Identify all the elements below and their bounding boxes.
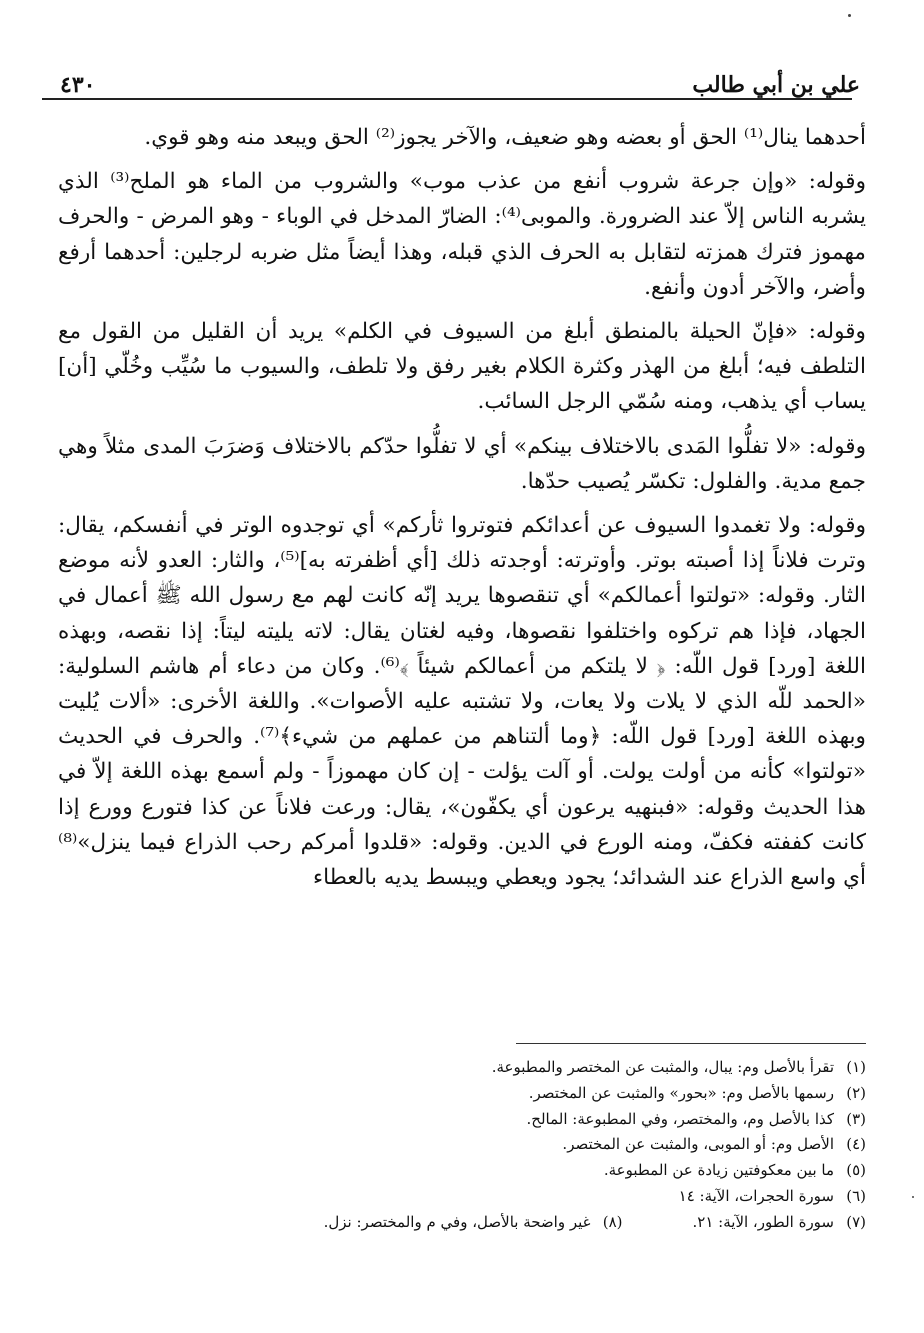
footnote-text: الأصل وم: أو الموبى، والمثبت عن المختصر. [562, 1135, 834, 1154]
footnote-text: سورة الطور، الآية: ٢١. [692, 1212, 834, 1231]
footnote-7 [693, 1210, 867, 1236]
footnote-text: سورة الحجرات، الآية: ١٤ [678, 1186, 834, 1205]
scan-speck [912, 1196, 914, 1198]
footnote-number: (٧) [846, 1212, 866, 1231]
paragraph-4: وقوله: «لا تفلُّوا المَدى بالاختلاف بينكم» أي لا تفلُّوا حدّكم بالاختلاف وَضرَبَ المدى مثلاً وهي جمع مدية. والفلول: تكسّر يُصيب حدّها. [58, 433, 866, 494]
footnote-text: كذا بالأصل وم، والمختصر، وفي المطبوعة: المالح. [526, 1109, 834, 1128]
paragraph-3: وقوله: «فإنّ الحيلة بالمنطق أبلغ من السيوف في الكلم» يريد أن القليل من القول مع التلطف فيه؛ أبلغ من الهذر وكثرة الكلام بغير رفق ولا تلطف، والسيوب ما سُيِّب وخُلّي [أن] يساب أي يذهب، ومنه سُمّي الرجل السائب. [58, 319, 866, 415]
footnote-4 [58, 1132, 866, 1158]
footnote-row-last [58, 1210, 866, 1236]
paragraph-5: وقوله: ولا تغمدوا السيوف عن أعدائكم فتوتروا ثأركم» أي توجدوه الوتر في أنفسكم، يقال: وترت فلاناً إذا أصبته بوتر. وأوترته: أوجدته ذلك [أي أظفرته به]⁽⁵⁾، والثار: العدو لأنه موضع الثار. وقوله: «تولتوا أعمالكم» أي تنقصوها يريد إنّه كانت لهم مع رسول الله ﷺ أعمال في الجهاد، فإذا هم تركوه واختلفوا نقصوها، وفيه لغتان يقال: لاته يليته ليتاً: إذا نقصه، وبهذه اللغة [ورد] قول اللّه: ﴿ لا يلتكم من أعمالكم شيئاً ﴾⁽⁶⁾. وكان من دعاء أم هاشم السلولية: «الحمد للّه الذي لا يلات ولا يعات، ولا تشتبه عليه الأصوات». واللغة الأخرى: «ألات يُليت وبهذه اللغة [ورد] قول اللّه: ﴿وما ألتناهم من عملهم من شيء﴾⁽⁷⁾. والحرف في الحديث «تولتوا» كأنه من أولت يولت. أو آلت يؤلت - إن كان مهموزاً - ولم أسمع بهذه اللغة إلاّ في هذا الحديث وقوله: «فبنهيه يرعون أي يكفّون»، يقال: ورعت فلاناً عن كذا فتورع وورع إذا كانت كففته فكفّ، ومنه الورع في الدين. وقوله: «قلدوا أمركم رحب الذراع فيما ينزل»⁽⁸⁾ أي واسع الذراع عند الشدائد؛ يجود ويعطي ويبسط يديه بالعطاء [58, 513, 866, 891]
footnote-text: غير واضحة بالأصل، وفي م والمختصر: نزل. [323, 1212, 591, 1231]
footnote-number: (٣) [846, 1109, 866, 1128]
footnotes [58, 1055, 866, 1236]
footnote-5 [58, 1158, 866, 1184]
page-number: ٤٣٠ [60, 72, 96, 98]
header-rule [42, 98, 852, 100]
footnote-text: تقرأ بالأصل وم: يبال، والمثبت عن المختصر والمطبوعة. [491, 1058, 834, 1076]
footnote-2 [58, 1081, 866, 1107]
footnote-number: (١) [846, 1058, 866, 1076]
main-text [58, 120, 866, 895]
header-title: علي بن أبي طالب [692, 72, 860, 98]
running-header [60, 58, 860, 96]
paragraph-2: وقوله: «وإن جرعة شروب أنفع من عذب موب» والشروب من الماء هو الملح⁽³⁾ الذي يشربه الناس إلاّ عند الضرورة. والموبى⁽⁴⁾: الضارّ المدخل في الوباء - وهو المرض - والحرف مهموز فترك همزته لتقابل به الحرف الذي قبله، وهذا أيضاً مثل ضربه لرجلين: أحدهما أرفع وأضر، والآخر أدون وأنفع. [58, 169, 866, 300]
footnote-1 [58, 1055, 866, 1081]
footnote-text: رسمها بالأصل وم: «بحور» والمثبت عن المختصر. [528, 1083, 834, 1102]
footnote-number: (٦) [846, 1186, 866, 1205]
footnote-number: (٤) [846, 1135, 866, 1154]
paragraph-1: أحدهما ينال⁽¹⁾ الحق أو بعضه وهو ضعيف، والآخر يجوز⁽²⁾ الحق ويبعد منه وهو قوي. [144, 125, 866, 150]
footnote-separator [516, 1043, 866, 1044]
scan-speck [848, 14, 851, 17]
footnote-number: (٢) [846, 1083, 866, 1102]
footnote-6 [58, 1184, 866, 1210]
footnote-text: ما بين معكوفتين زيادة عن المطبوعة. [603, 1161, 834, 1180]
footnote-number: (٥) [846, 1161, 866, 1180]
footnote-number: (٨) [602, 1212, 623, 1231]
footnote-3 [58, 1107, 866, 1133]
footnote-8 [324, 1210, 623, 1236]
